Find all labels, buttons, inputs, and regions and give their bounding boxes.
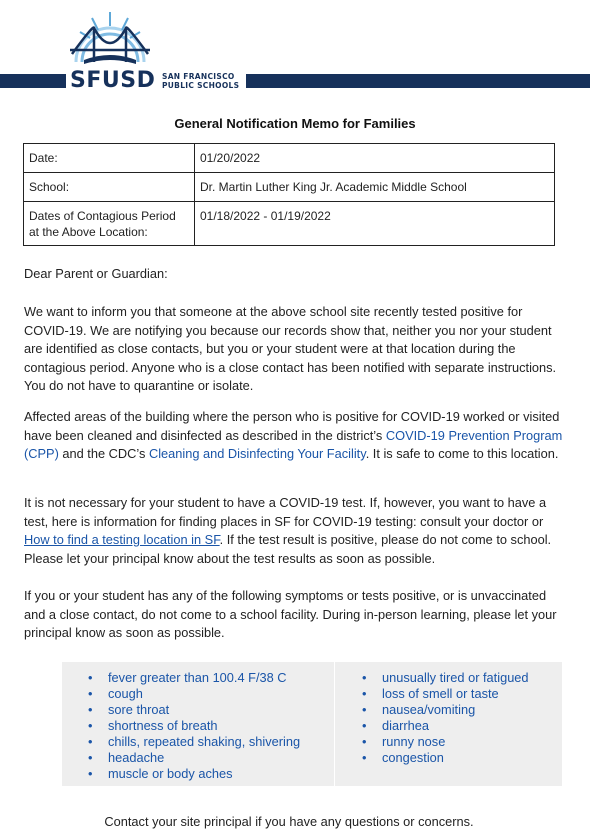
symptoms-box [62, 662, 562, 786]
list-item: • fever greater than 100.4 F/38 C [88, 670, 300, 686]
list-item: • unusually tired or fatigued [362, 670, 529, 686]
paragraph-notification: We want to inform you that someone at the above school site recently tested positive for COVID-19. We are notifying you because our records show that, neither you nor your student are identified as close contacts, but you or your student were at that location during the contagious period. Anyone who is a close contact has been notified with separate instructions. You do not have to quarantine or isolate. [24, 304, 557, 393]
date-label: Date: [24, 144, 195, 173]
symptoms-list-left [88, 670, 300, 782]
list-item: • chills, repeated shaking, shivering [88, 734, 300, 750]
contagious-period-label: Dates of Contagious Period at the Above Location: [24, 202, 195, 246]
symptoms-divider [334, 662, 335, 786]
date-value: 01/20/2022 [195, 144, 555, 173]
paragraph-testing-text [24, 494, 564, 568]
info-table [23, 143, 555, 246]
cleaning-text-b: and the CDC’s [58, 446, 149, 461]
paragraph-cleaning-text [24, 408, 564, 464]
list-item: • congestion [362, 750, 529, 766]
testing-text-a: It is not necessary for your student to have a COVID-19 test. If, however, you want to have a test, here is information for finding places in SF for COVID-19 testing: consult your doctor or [24, 495, 547, 529]
testing-location-link[interactable]: How to find a testing location in SF [24, 532, 220, 547]
table-row [24, 173, 555, 202]
table-row [24, 144, 555, 173]
paragraph-symptoms-intro: If you or your student has any of the following symptoms or tests positive, or is unvaccinated and a close contact, do not come to a school facility. During in-person learning, please let your principal know as soon as possible. [24, 588, 557, 640]
cdc-cleaning-link[interactable]: Cleaning and Disinfecting Your Facility [148, 446, 366, 461]
list-item: • diarrhea [362, 718, 529, 734]
testing-text-b: . If the test result is positive, please do not come to school. Please let your principal know about the test results as soon as possible. [24, 532, 552, 566]
contact-note: Contact your site principal if you have any questions or concerns. [104, 814, 474, 829]
page-header [0, 0, 590, 100]
school-label: School: [24, 173, 195, 202]
contagious-period-value: 01/18/2022 - 01/19/2022 [195, 202, 555, 246]
list-item: • loss of smell or taste [362, 686, 529, 702]
cpp-link[interactable]: COVID-19 Prevention Program (CPP) [24, 427, 563, 461]
golden-gate-bridge-icon [70, 4, 150, 66]
logo-wordmark: SFUSD [70, 68, 156, 93]
table-row [24, 202, 555, 246]
greeting: Dear Parent or Guardian: [24, 266, 168, 281]
logo-subtitle-line-1: SAN FRANCISCO [162, 72, 235, 81]
list-item: • headache [88, 750, 300, 766]
logo-subtitle-line-2: PUBLIC SCHOOLS [162, 81, 240, 90]
list-item: • sore throat [88, 702, 300, 718]
list-item: • nausea/vomiting [362, 702, 529, 718]
cleaning-text-c: . It is safe to come to this location. [365, 446, 559, 461]
school-value: Dr. Martin Luther King Jr. Academic Middle School [195, 173, 555, 202]
memo-title: General Notification Memo for Families [174, 116, 416, 131]
symptoms-list-right [362, 670, 529, 766]
list-item: • muscle or body aches [88, 766, 300, 782]
paragraph-testing [24, 494, 564, 568]
list-item: • runny nose [362, 734, 529, 750]
cleaning-text-a: Affected areas of the building where the person who is positive for COVID-19 worked or visited have been cleaned and disinfected as described in the district’s [24, 409, 560, 443]
paragraph-cleaning [24, 408, 564, 464]
list-item: • shortness of breath [88, 718, 300, 734]
list-item: • cough [88, 686, 300, 702]
logo-subtitle [162, 72, 239, 90]
